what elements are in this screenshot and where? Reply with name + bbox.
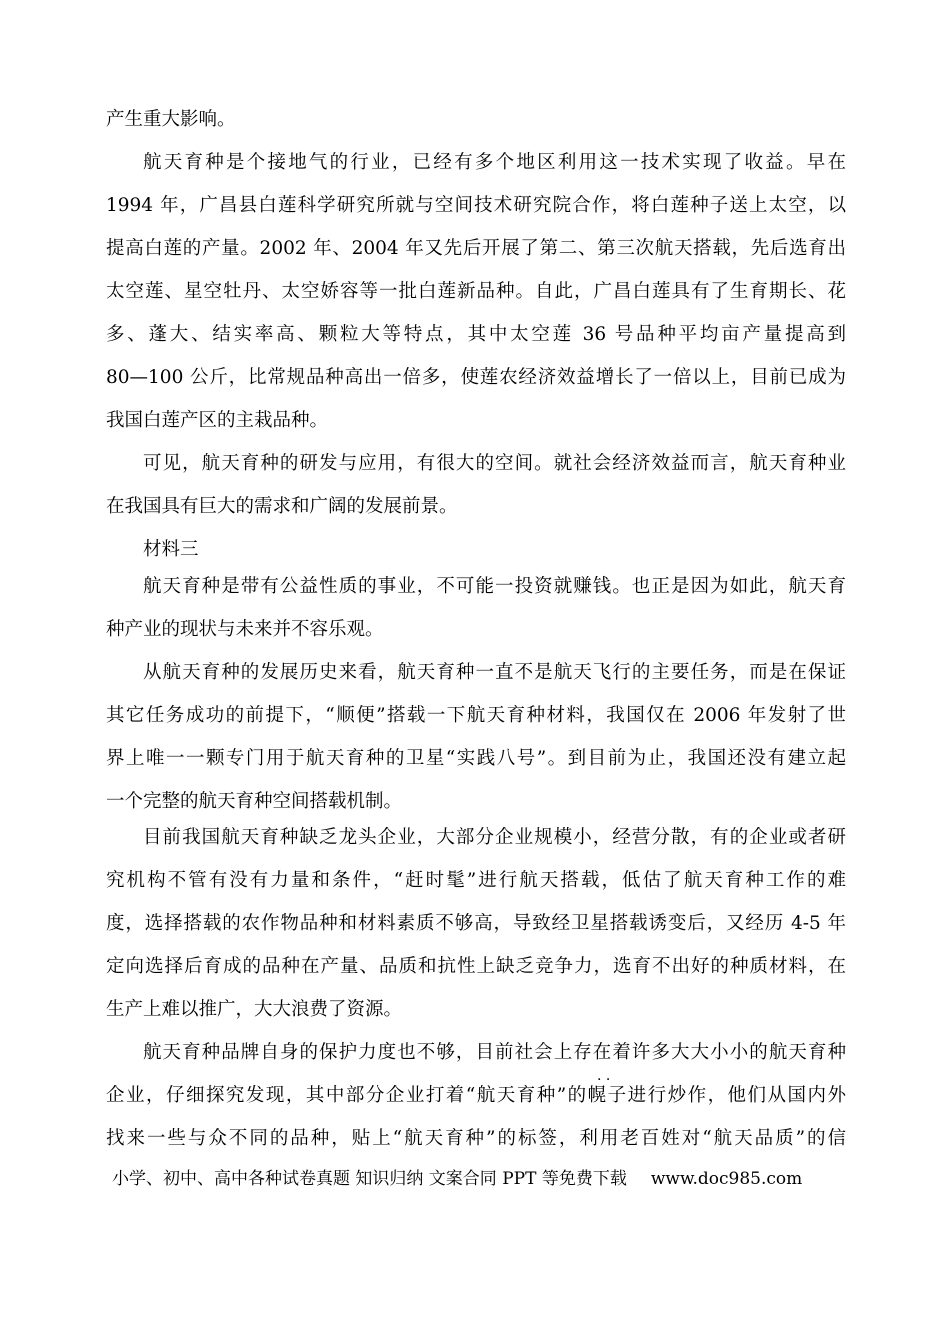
text-line: 其它任务成功的前提下，“顺便”搭载一下航天育种材料，我国仅在 2006 年发射了世 <box>106 705 846 726</box>
footer-website-link[interactable]: www.doc985.com <box>650 1169 803 1189</box>
text-line: 太空莲、星空牡丹、太空娇容等一批白莲新品种。自此，广昌白莲具有了生育期长、花 <box>106 281 846 302</box>
section-heading: 材料三 <box>143 539 199 560</box>
text-line: 航天育种是带有公益性质的事业，不可能一投资就赚钱。也正是因为如此，航天育 <box>143 576 846 597</box>
text-line: 定向选择后育成的品种在产量、品质和抗性上缺乏竞争力，选育不出好的种质材料，在 <box>106 956 846 977</box>
footer-promo-text: 小学、初中、高中各种试卷真题 知识归纳 文案合同 PPT 等免费下载 <box>112 1169 627 1189</box>
text-line: 一个完整的航天育种空间搭载机制。 <box>106 791 403 812</box>
text-line: 1994 年，广昌县白莲科学研究所就与空间技术研究院合作，将白莲种子送上太空，以 <box>106 195 846 216</box>
text-line: 究机构不管有没有力量和条件，“赶时髦”进行航天搭载，低估了航天育种工作的难 <box>106 870 846 891</box>
text-line: 生产上难以推广，大大浪费了资源。 <box>106 999 403 1020</box>
text-line: 度，选择搭载的农作物品种和材料素质不够高，导致经卫星搭载诱变后，又经历 4-5 年 <box>106 913 846 934</box>
text-line: 提高白莲的产量。2002 年、2004 年又先后开展了第二、第三次航天搭载，先后选育出 <box>106 238 846 259</box>
text-line: 航天育种品牌自身的保护力度也不够，目前社会上存在着许多大大小小的航天育种 <box>143 1042 846 1063</box>
text-line: 在我国具有巨大的需求和广阔的发展前景。 <box>106 496 458 517</box>
text-line: 界上唯一一颗专门用于航天育种的卫星“实践八号”。到目前为止，我国还没有建立起 <box>106 748 846 769</box>
text-line: 目前我国航天育种缺乏龙头企业，大部分企业规模小，经营分散，有的企业或者研 <box>143 827 846 848</box>
text-line: 可见，航天育种的研发与应用，有很大的空间。就社会经济效益而言，航天育种业 <box>143 453 846 474</box>
text-line: 多、蓬大、结实率高、颗粒大等特点，其中太空莲 36 号品种平均亩产量提高到 <box>106 324 846 345</box>
page-footer <box>112 1167 852 1191</box>
text-line: 航天育种是个接地气的行业，已经有多个地区利用这一技术实现了收益。早在 <box>143 152 846 173</box>
text-line: 80—100 公斤，比常规品种高出一倍多，使莲农经济效益增长了一倍以上，目前已成为 <box>106 367 846 388</box>
text-line: 企业，仔细探究发现，其中部分企业打着“航天育种”的幌子进行炒作，他们从国内外 <box>106 1085 846 1106</box>
text-line: 我国白莲产区的主栽品种。 <box>106 410 329 431</box>
text-line: 找来一些与众不同的品种，贴上“航天育种”的标签，利用老百姓对“航天品质”的信 <box>106 1128 846 1149</box>
text-line: 种产业的现状与未来并不容乐观。 <box>106 619 384 640</box>
text-line: 产生重大影响。 <box>106 109 236 130</box>
emphasis-dots: · · <box>597 1072 611 1088</box>
text-line: 从航天育种的发展历史来看，航天育种一直不是航天飞行的主要任务，而是在保证 <box>143 662 846 683</box>
